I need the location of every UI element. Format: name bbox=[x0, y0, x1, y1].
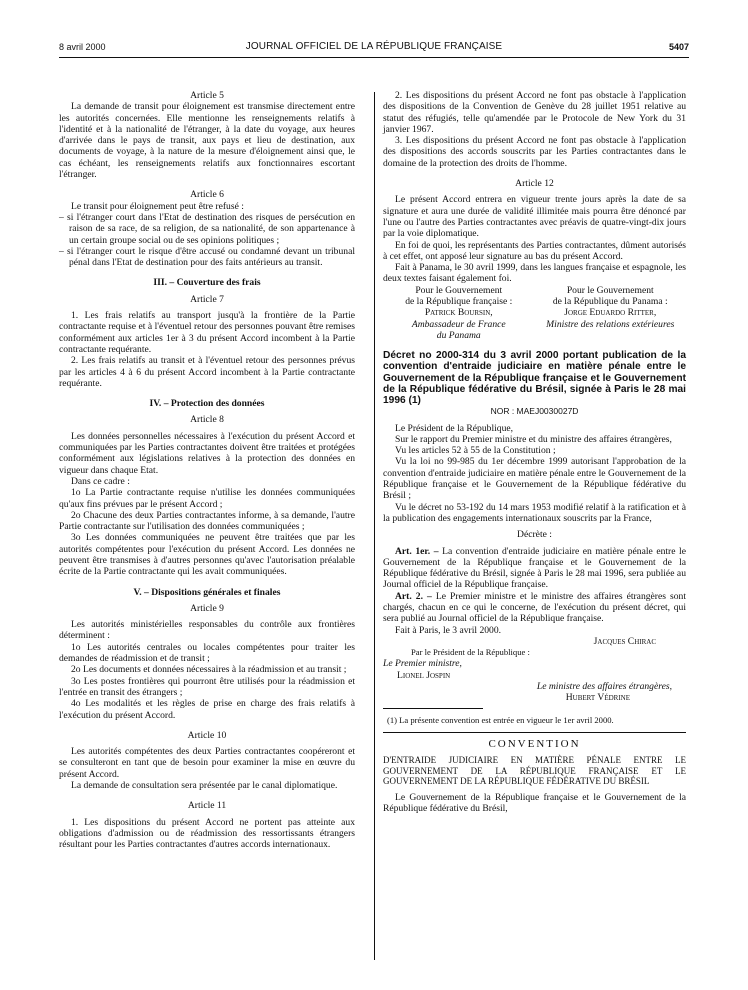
column-divider bbox=[374, 92, 375, 960]
paragraph: Sur le rapport du Premier ministre et du ministre des affaires étrangères, bbox=[395, 433, 672, 445]
section-5-heading: V. – Dispositions générales et finales bbox=[133, 586, 281, 598]
paragraph: Les données personnelles nécessaires à l'exécution du présent Accord et communiquées par les Parties contractantes doivent être traitées et protégées conformément aux législations relatives à la protection des données en vigueur dans chaque Etat. bbox=[59, 430, 355, 476]
paragraph: Le Gouvernement de la République française et le Gouvernement de la République fédérative du Brésil, bbox=[383, 792, 686, 815]
article-10-title: Article 10 bbox=[187, 729, 227, 741]
signatory-name: Hubert Védrine bbox=[565, 692, 630, 704]
nor-reference: NOR : MAEJ0030027D bbox=[490, 406, 579, 417]
running-header bbox=[59, 40, 689, 54]
paragraph: La demande de consultation sera présentée par le canal diplomatique. bbox=[71, 780, 338, 792]
signatory-role: Ministre des relations extérieures bbox=[546, 318, 675, 330]
paragraph: 3. Les dispositions du présent Accord ne font pas obstacle à l'application des dispositions des accords souscrits par les Parties contractantes dans le domaine de la protection des droits de l'homme. bbox=[383, 135, 686, 169]
article-text: Le Premier ministre et le ministre des affaires étrangères sont chargés, chacun en ce qui le concerne, de l'exécution du présent décret, qui sera publié au Journal officiel de la République française. bbox=[383, 590, 686, 625]
paragraph: Fait à Panama, le 30 avril 1999, dans les langues française et espagnole, les deux textes faisant également foi. bbox=[383, 262, 686, 285]
page-number: 5407 bbox=[668, 42, 689, 52]
journal-title: JOURNAL OFFICIEL DE LA RÉPUBLIQUE FRANÇAISE bbox=[245, 41, 503, 52]
paragraph: 2. Les dispositions du présent Accord ne font pas obstacle à l'application des dispositions de la Convention de Genève du 28 juillet 1951 relative au statut des réfugiés, telle qu'amendée par le Protocole de New York du 31 janvier 1967. bbox=[383, 90, 686, 135]
paragraph: 3o Les données communiquées ne peuvent être traitées que par les autorités compétentes pour l'exécution du présent Accord. Les données ne peuvent être transmises à d'autres personnes qu'avec l'autorisation préalable écrite de la Partie contractante qui les avait communiquées. bbox=[59, 532, 355, 578]
left-column bbox=[59, 90, 355, 851]
footnote: (1) La présente convention est entrée en vigueur le 1er avril 2000. bbox=[387, 714, 614, 725]
paragraph: 2. Les frais relatifs au transit et à l'éventuel retour des personnes prévus par les articles 4 à 6 du présent Accord incombent à la Partie contractante requérante. bbox=[59, 355, 355, 389]
signatory-role: Ambassadeur de France bbox=[411, 318, 506, 330]
paragraph: Le transit pour éloignement peut être refusé : bbox=[71, 200, 244, 212]
list-item: – si l'étranger court le risque d'être accusé ou condamné devant un tribunal pénal dans l'Etat de destination pour des faits antérieurs au transit. bbox=[59, 245, 355, 269]
signature-line: de la République française : bbox=[405, 296, 513, 308]
section-4-heading: IV. – Protection des données bbox=[149, 398, 265, 410]
paragraph: 1. Les dispositions du présent Accord ne portent pas atteinte aux obligations d'admission ou de réadmission des ressortissants étrangers résultant pour les Parties contractantes d'autres accords internationaux. bbox=[59, 816, 355, 851]
paragraph: Le présent Accord entrera en vigueur trente jours après la date de sa signature et aura une durée de validité illimitée mais pourra être dénoncé par l'une ou l'autre des Parties contractantes avec préavis de quatre-vingt-dix jours par la voie diplomatique. bbox=[383, 194, 686, 240]
signature-line: Pour le Gouvernement bbox=[566, 284, 654, 296]
paragraph: Vu les articles 52 à 55 de la Constitution ; bbox=[395, 445, 556, 457]
paragraph: 3o Les postes frontières qui pourront être utilisés pour la réadmission et l'entrée en transit des étrangers ; bbox=[59, 675, 355, 698]
paragraph: En foi de quoi, les représentants des Parties contractantes, dûment autorisés à cet effet, ont apposé leur signature au bas du présent Accord. bbox=[383, 239, 686, 262]
article-label: Art. 2. – bbox=[395, 590, 432, 602]
paragraph: 1. Les frais relatifs au transport jusqu'à la frontière de la Partie contractante requise et à l'éventuel retour des personnes pouvant être remises conformément aux articles 1er à 3 du présent Accord incombent à la Partie contractante requérante. bbox=[59, 310, 355, 355]
article-7-title: Article 7 bbox=[190, 293, 224, 305]
article-label: Art. 1er. – bbox=[395, 545, 439, 557]
paragraph: Les autorités compétentes des deux Parties contractantes coopéreront et se consulteront en tant que de besoin pour examiner la mise en œuvre du présent Accord. bbox=[59, 746, 355, 780]
article-2 bbox=[383, 591, 686, 625]
paragraph: 2o Les documents et données nécessaires à la réadmission et au transit ; bbox=[71, 664, 347, 676]
paragraph: Les autorités ministérielles responsables du contrôle aux frontières déterminent : bbox=[59, 619, 355, 642]
paragraph: Vu la loi no 99-985 du 1er décembre 1999 autorisant l'approbation de la convention d'entraide judiciaire en matière pénale entre le Gouvernement de la République française et le Gouvernement de la République fédérative du Brésil ; bbox=[383, 456, 686, 502]
signatory-name: Jorge Eduardo Ritter, bbox=[564, 307, 657, 319]
article-5-title: Article 5 bbox=[190, 90, 224, 101]
paragraph: 1o La Partie contractante requise n'utilise les données communiquées qu'aux fins prévues par le présent Accord ; bbox=[59, 487, 355, 510]
paragraph: La demande de transit pour éloignement est transmise directement entre les autorités concernées. Elle mentionne les renseignements relatifs à l'identité et à la nationalité de l'étranger, à la date du voyage, aux heures d'arrivée dans le pays de transit, aux pays et lieu de destination, aux documents de voyage, à la nature de la mesure d'éloignement ainsi que, le cas échéant, les renseignements relatifs aux fonctionnaires escortant l'étranger. bbox=[59, 101, 355, 181]
paragraph: 4o Les modalités et les règles de prise en charge des frais relatifs à l'exécution du présent Accord. bbox=[59, 698, 355, 721]
decree-title: Décret no 2000-314 du 3 avril 2000 portant publication de la convention d'entraide judiciaire en matière pénale entre le Gouvernement de la République française et le Gouvernement de la République fédérative du Brésil, signée à Paris le 28 mai 1996 (1) bbox=[383, 350, 686, 407]
paragraph: Le Président de la République, bbox=[395, 422, 514, 434]
signatory-name: Patrick Boursin, bbox=[424, 307, 493, 319]
decrete-heading: Décrète : bbox=[517, 529, 552, 541]
signatory-role: du Panama bbox=[436, 329, 481, 341]
section-3-heading: III. – Couverture des frais bbox=[153, 277, 261, 289]
article-11-title: Article 11 bbox=[187, 800, 227, 812]
list-item: – si l'étranger court dans l'Etat de destination des risques de persécution en raison de sa race, de sa religion, de sa nationalité, de son appartenance à un certain groupe social ou de ses opinions politiques ; bbox=[59, 211, 355, 246]
article-1 bbox=[383, 546, 686, 591]
signature-line: de la République du Panama : bbox=[552, 296, 668, 308]
article-6-title: Article 6 bbox=[190, 189, 224, 201]
signature-line: Le ministre des affaires étrangères, bbox=[536, 681, 672, 693]
convention-title: D'ENTRAIDE JUDICIAIRE EN MATIÈRE PÉNALE ENTRE LE GOUVERNEMENT DE LA RÉPUBLIQUE FRANÇAISE ET LE GOUVERNEMENT DE LA RÉPUBLIQUE FÉDÉRATIVE DU BRÉSIL bbox=[383, 755, 686, 787]
signatory-name: Lionel Jospin bbox=[397, 669, 451, 681]
right-column bbox=[383, 90, 686, 815]
paragraph: 1o Les autorités centrales ou locales compétentes pour traiter les demandes de réadmission et de transit ; bbox=[59, 641, 355, 665]
footnote-rule bbox=[383, 708, 483, 709]
paragraph: 2o Chacune des deux Parties contractantes informe, à sa demande, l'autre Partie contractante sur l'utilisation des données communiquées ; bbox=[59, 509, 355, 533]
signature-line: Pour le Gouvernement bbox=[415, 284, 503, 296]
article-12-title: Article 12 bbox=[515, 178, 554, 190]
section-rule bbox=[383, 732, 686, 733]
article-9-title: Article 9 bbox=[190, 602, 224, 614]
article-8-title: Article 8 bbox=[190, 414, 224, 426]
signature-block bbox=[383, 285, 686, 341]
paragraph: Vu le décret no 53-192 du 14 mars 1953 modifié relatif à la ratification et à la publication des engagements internationaux souscrits par la France, bbox=[383, 501, 686, 524]
signatory-name: Jacques Chirac bbox=[593, 635, 656, 647]
paragraph: Dans ce cadre : bbox=[71, 475, 130, 487]
signature-line: Par le Président de la République : bbox=[411, 647, 530, 658]
header-rule bbox=[59, 57, 689, 58]
signature-line: Le Premier ministre, bbox=[383, 658, 462, 670]
header-date: 8 avril 2000 bbox=[59, 42, 106, 52]
article-text: La convention d'entraide judiciaire en matière pénale entre le Gouvernement de la République française et le Gouvernement de la République fédérative du Brésil, signée à Paris le 28 mai 1996, sera publiée au Journal officiel de la République française. bbox=[383, 545, 686, 591]
paragraph: Fait à Paris, le 3 avril 2000. bbox=[395, 624, 502, 636]
convention-heading: CONVENTION bbox=[488, 737, 581, 750]
